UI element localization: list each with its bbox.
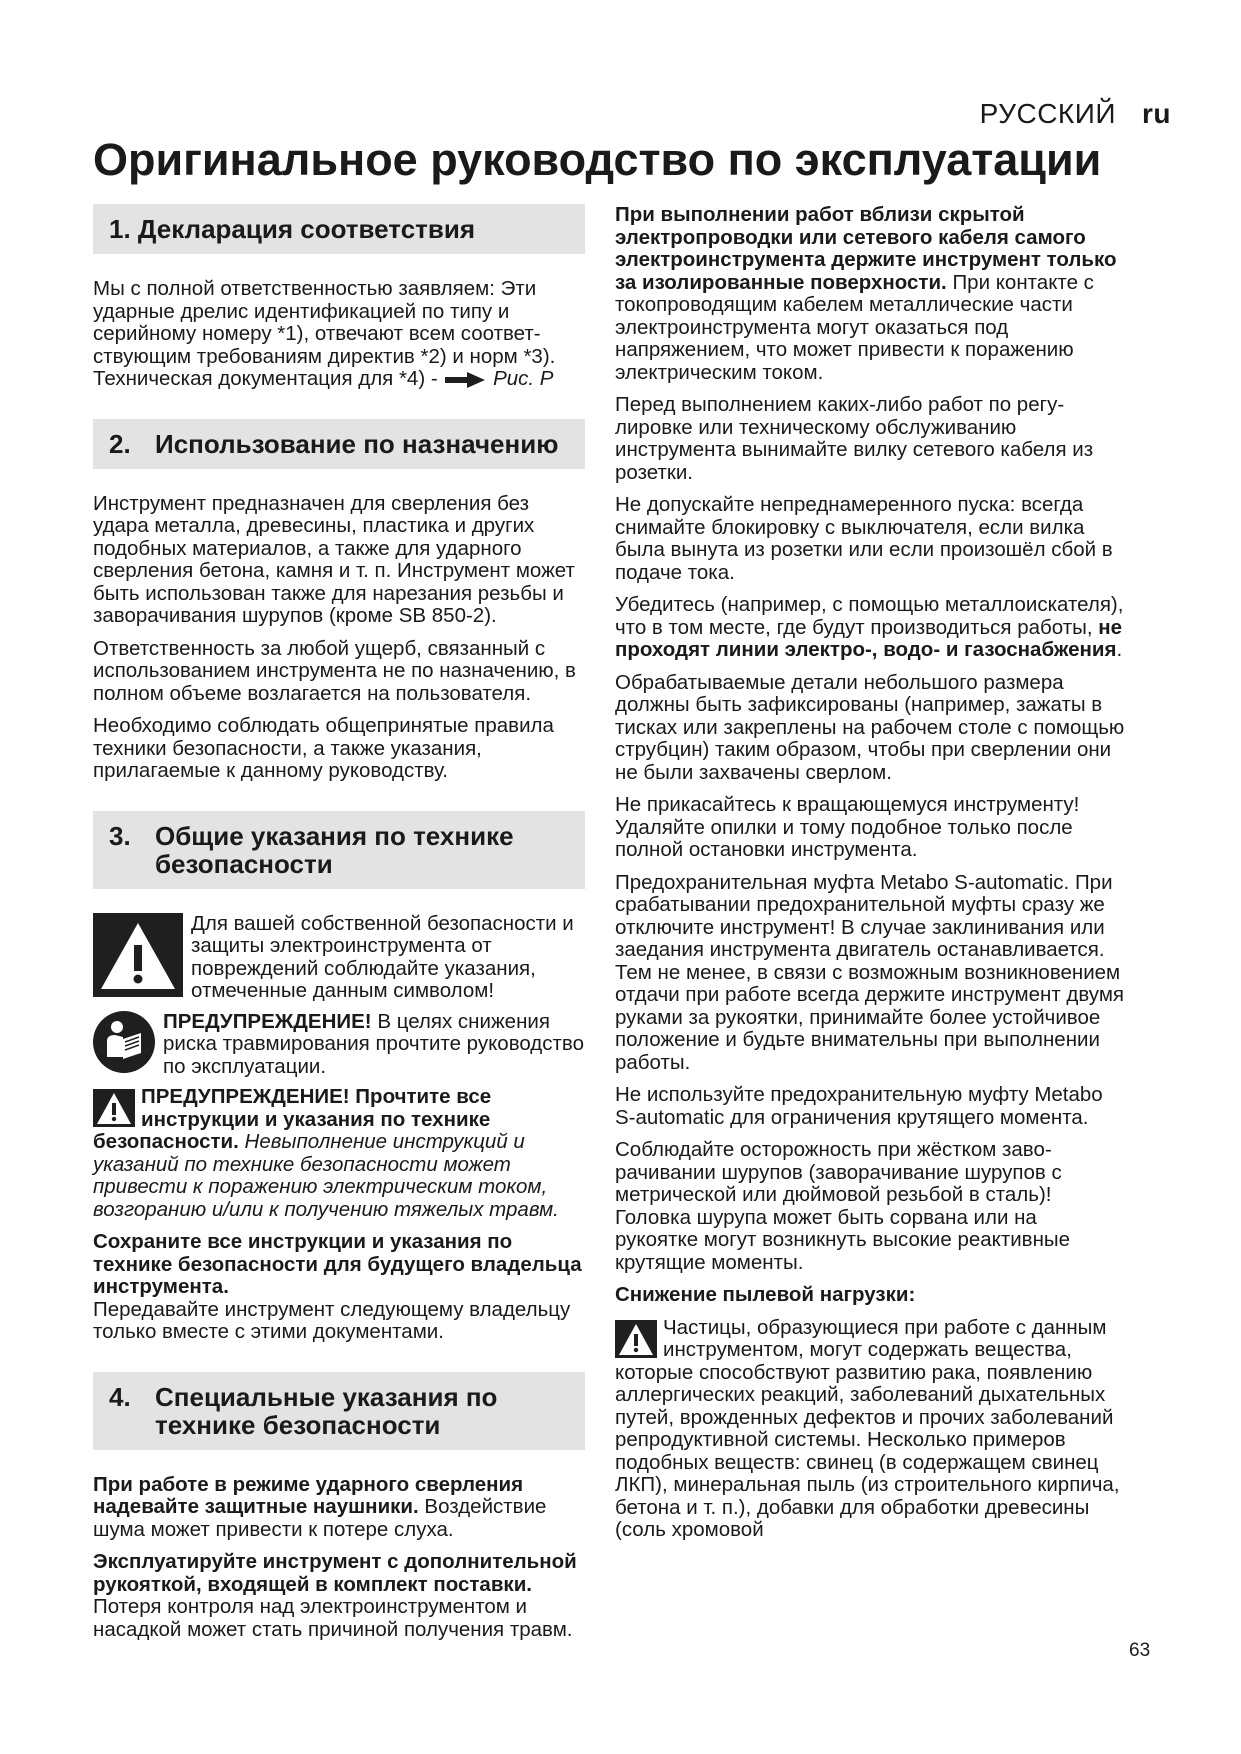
section-2-paragraph-1: Инструмент предназначен для сверления без удара металла, древесины, пластика и других подобных материалов, а также для ударного сверления бетона, камня и т. п. Инструмент может быть использован также для нарезания резьбы и заворачивания шурупов (кроме SB 850-2). [93,491,575,627]
auxiliary-handle-bold: Эксплуатируйте инструмент с дополнительной рукояткой, входящей в комплект поставки. [93,1550,577,1596]
section-2-heading [93,419,585,469]
hidden-wiring-bold: При выполнении работ вблизи скрытой электропроводки или сетевого кабеля самого электроинструмента держите инструмент только за изолированные поверхности. [615,203,1117,294]
section-1-heading [93,204,585,254]
declaration-text: Мы с полной ответственностью заявляем: Эти ударные дрелис идентификацией по типу и серийному номеру *1), отвечают всем соответствующим требованиям директив *2) и норм *3). Техническая документация для *4) - [93,277,556,390]
dust-paragraph [615,1317,1125,1542]
arrow-right-icon [445,372,485,388]
section-1-title: Декларация соответствия [137,214,476,244]
section-2-number: 2. [109,428,131,459]
read-all-instructions-warning [93,1086,585,1221]
hidden-wiring-paragraph [615,204,1125,384]
section-4-number: 4. [109,1381,131,1412]
warning-triangle-small-icon [93,1089,135,1127]
right-column [615,204,1125,1552]
read-manual-text [163,1011,585,1079]
clutch-torque-paragraph: Не используйте предохранительную муфту Metabo S-automatic для ограничения крутящего момента. [615,1083,1103,1129]
ear-protection-text: Воздействие шума может привести к потере слуха. [93,1495,547,1541]
unplug-paragraph: Перед выполнением каких-либо работ по регулировке или техническому обслуживанию инструмента вынимайте вилку сетевого кабеля из розетки. [615,393,1094,484]
read-all-instructions-italic: Невыполнение инструкций и указаний по технике безопасности может привести к поражению электрическим током, возгоранию и/или к получению тяжелых травм. [93,1130,559,1221]
left-column [93,204,585,1651]
read-manual-warning [93,1011,585,1079]
section-2-paragraph-3: Необходимо соблюдать общепринятые правила техники безопасности, а также указания, прилагаемые к данному руководству. [93,714,554,782]
warning-label: ПРЕДУПРЕЖДЕНИЕ! [163,1009,372,1033]
keep-instructions-text: Передавайте инструмент следующему владельцу только вместе с этими документами. [93,1297,571,1343]
check-lines-paragraph [615,594,1125,662]
language-code: ru [1142,98,1171,129]
figure-reference: Рис. Р [493,367,554,390]
safety-symbol-note [93,913,585,1003]
keep-instructions-bold: Сохраните все инструкции и указания по технике безопасности для будущего владельца инструмента. [93,1230,582,1298]
dust-text: Частицы, образующиеся при работе с данным инструментом, могут содержать вещества, которые способствуют развитию рака, появлению аллергических реакций, заболеваний дыхательных путей, врожденных дефектов и прочих заболеваний репродуктивной системы. Несколько примеров подобных веществ: свинец (в содержащем свинец ЛКП), минеральная пыль (из строительного кирпича, бетона и т. п.), добавки для обработки древесины (соль хромовой [615,1315,1120,1541]
section-2-title: Использование по назначению [155,428,559,459]
section-3-title: Общие указания по технике безопасности [155,820,514,879]
section-4-title: Специальные указания по технике безопасности [155,1381,498,1440]
ear-protection-bold: При работе в режиме ударного сверления надевайте защитные наушники. [93,1472,524,1518]
unintended-start-paragraph: Не допускайте непреднамеренного пуска: всегда снимайте блокировку с выключателя, если вилка была вынута из розетки или если произошёл сбой в подаче тока. [615,493,1113,584]
section-4-paragraph-2 [93,1551,585,1641]
check-lines-text: Убедитесь (например, с помощью металлоискателя), что в том месте, где будут производиться работы, [615,593,1124,639]
screwdriving-caution-paragraph: Соблюдайте осторожность при жёстком заворачивании шурупов (заворачивание шурупов с метрической или дюймовой резьбой в сталь)! Головка шурупа может быть сорвана или на рукоятке могут возникнуть высокие реактивные крутящие моменты. [615,1138,1071,1274]
page-number: 63 [1129,1640,1151,1661]
small-workpieces-paragraph: Обрабатываемые детали небольшого размера должны быть зафиксированы (например, зажаты в тисках или закреплены на рабочем столе с помощью струбцин) таким образом, чтобы при сверлении они не были захвачены сверлом. [615,670,1125,784]
section-1-number: 1. [109,214,131,244]
check-lines-end: . [1116,638,1123,661]
safety-clutch-paragraph: Предохранительная муфта Metabo S-automatic. При срабатывании предохранительной муфты сразу же отключите инструмент! В случае заклинивания или заедания инструмента двигатель останавливается. Тем не менее, в связи с возможным возникновением отдачи при работе всегда держите инструмент двумя руками за рукоятки, принимайте более устойчивое положение и будьте внимательны при выполнении работы. [615,870,1125,1074]
warning-triangle-icon [93,913,183,997]
keep-instructions-paragraph [93,1231,585,1344]
language-word: РУССКИЙ [979,98,1116,129]
hidden-wiring-text: При контакте с токопроводящим кабелем металлические части электроинструмента могут оказаться под напряжением, что может привести к поражению электрическим током. [615,270,1094,384]
dust-heading: Снижение пылевой нагрузки: [615,1283,916,1306]
section-3-number: 3. [109,820,131,851]
section-4-heading [93,1372,585,1450]
read-manual-body: В целях снижения риска травмирования прочтите руководство по эксплуатации. [163,1009,584,1078]
document-title: Оригинальное руководство по эксплуатации [93,134,1102,185]
section-3-heading [93,811,585,889]
safety-symbol-text: Для вашей собственной безопасности и защиты электроинструмента от повреждений соблюдайте указания, отмеченные данным символом! [191,911,574,1002]
section-2-paragraph-2: Ответственность за любой ущерб, связанный с использованием инструмента не по назначению, в полном объеме возлагается на пользователя. [93,636,576,705]
check-lines-bold: не проходят линии электро-, водо- и газоснабжения [615,615,1123,661]
warning-triangle-dust-icon [615,1320,657,1358]
section-4-paragraph-1 [93,1474,585,1542]
section-1-text [93,278,585,391]
rotating-tool-paragraph: Не прикасайтесь к вращающемуся инструменту! Удаляйте опилки и тому подобное только после полной остановки инструмента. [615,793,1080,861]
read-all-instructions-bold: ПРЕДУПРЕЖДЕНИЕ! Прочтите все инструкции и указания по технике безопасности. [93,1085,492,1153]
auxiliary-handle-text: Потеря контроля над электроинструментом и насадкой может стать причиной получения травм. [93,1595,573,1641]
read-manual-icon [93,1011,155,1073]
language-header [980,98,1171,130]
